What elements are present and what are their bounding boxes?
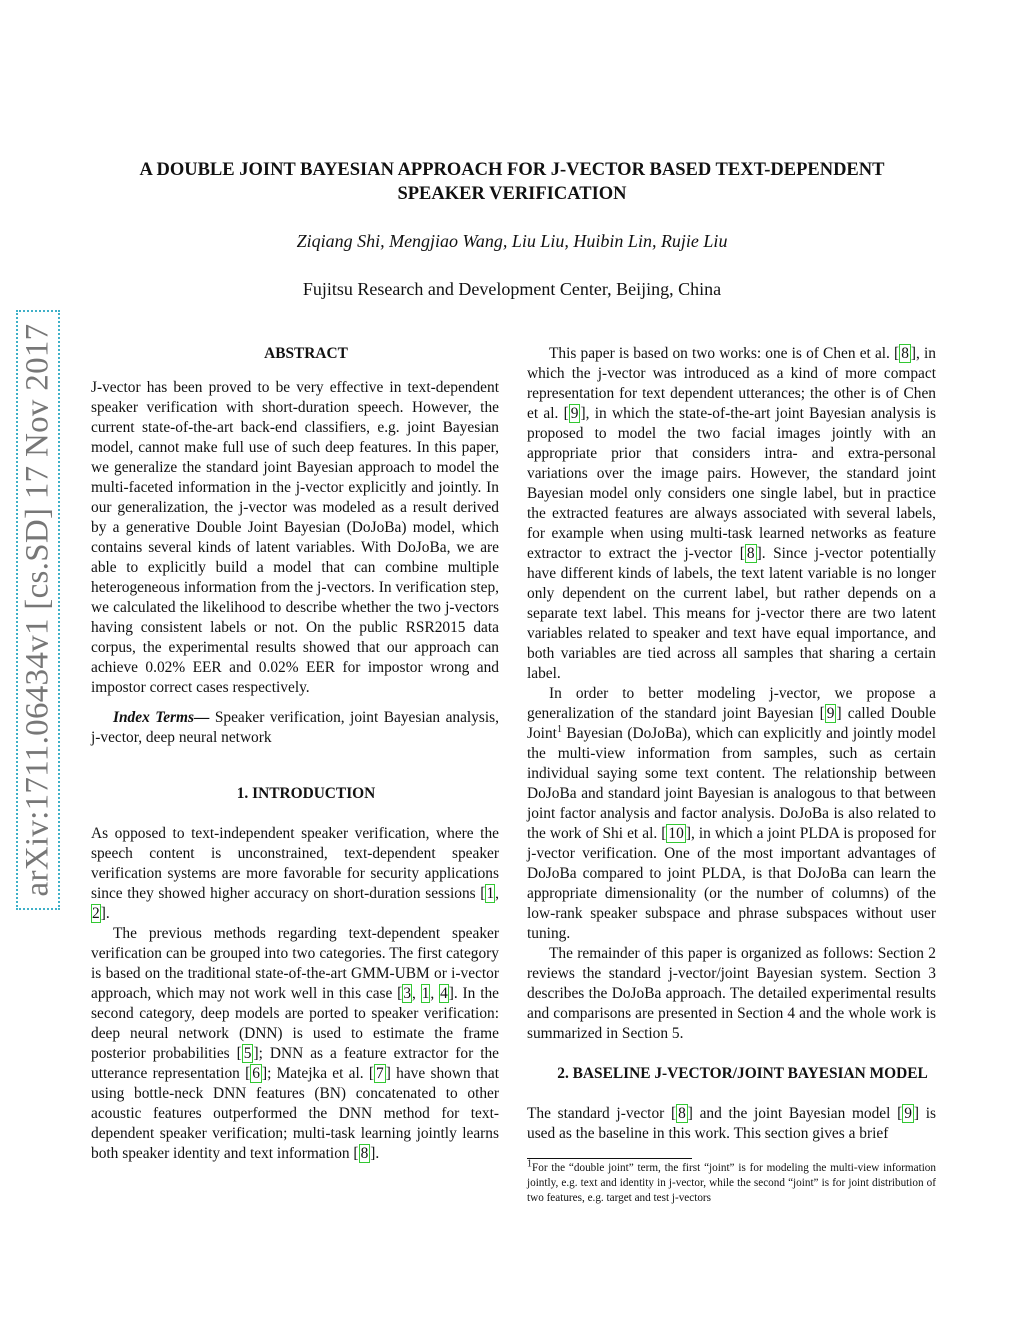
right-p2-text-a: In order to better modeling j-vector, we propose a generalization of the standard joint Bayesian [ — [527, 685, 936, 722]
index-terms — [91, 708, 499, 748]
author-list: Ziqiang Shi, Mengjiao Wang, Liu Liu, Huibin Lin, Rujie Liu — [296, 231, 728, 251]
right-p1-text-a: This paper is based on two works: one is of Chen et al. [ — [549, 345, 900, 362]
intro-paragraph-2 — [91, 924, 499, 1164]
intro-p2-text-c: ]; DNN as a feature extractor for the utterance representation [ — [91, 1045, 500, 1082]
arxiv-stamp-text: arXiv:1711.06434v1 [cs.SD] 17 Nov 2017 — [19, 323, 56, 897]
intro-p2-text-d: ]; Matejka et al. [ — [261, 1065, 375, 1082]
right-p2-text-d: ], in which a joint PLDA is proposed for j-vector verification. One of the most important advantages of DoJoBa compared to joint PLDA, is that DoJoBa can learn the appropriate dimensionality (or the number of columns) of the low-rank speaker subspace and phrase subspaces without user tuning. — [527, 825, 936, 942]
left-column — [91, 344, 499, 1164]
citation-separator: , — [430, 985, 440, 1002]
citation-link[interactable]: 9 — [904, 1105, 912, 1122]
abstract-text: J-vector has been proved to be very effective in text-dependent speaker verification with short-duration speech. However, the current state-of-the-art back-end classifiers, e.g. joint Bayesian model, cannot make full use of such deep features. In this paper, we generalize the standard joint Bayesian approach to model the multi-faceted information in the j-vector explicitly and jointly. In our generalization, the j-vector was modeled as a result derived by a generative Double Joint Bayesian (DoJoBa) model, which contains several kinds of latent variables. With DoJoBa, we are able to explicitly build a model that can combine multiple heterogeneous information from the j-vectors. In verification step, we calculated the likelihood to describe whether the two j-vectors having consistent labels or not. On the public RSR2015 data corpus, the experimental results showed that our approach can achieve 0.02% EER and 0.02% EER for impostor wrong and impostor correct cases respectively. — [91, 379, 499, 696]
affiliation: Fujitsu Research and Development Center, Beijing, China — [302, 279, 722, 299]
right-p1-text-c: ], in which the state-of-the-art joint Bayesian analysis is proposed to model the two facial images jointly with an appropriate prior that considers intra- and extra-personal variations over the image pairs. However, the standard joint Bayesian model only considers one single label, but in practice the extracted features are always associated with several labels, for example when using multi-task learned networks as feature extractor to extract the j-vector [ — [527, 405, 937, 562]
section-2-heading: 2. BASELINE J-VECTOR/JOINT BAYESIAN MODEL — [557, 1065, 928, 1082]
footnote-divider — [527, 1158, 692, 1159]
citation-link[interactable]: 8 — [678, 1105, 686, 1122]
citation-link[interactable]: 8 — [360, 1145, 369, 1162]
citation-link[interactable]: 10 — [668, 825, 684, 842]
citation-link[interactable]: 7 — [376, 1065, 384, 1082]
footnote-text: For the “double joint” term, the first “joint” is for modeling the multi-view information jointly, e.g. text and identity in j-vector, while the second “joint” is for joint distribution of two features, e.g. target and test j-vectors — [527, 1162, 936, 1204]
citation-link[interactable]: 2 — [92, 905, 100, 922]
right-paragraph-1 — [527, 344, 936, 684]
right-p4-text-a: The standard j-vector [ — [527, 1105, 677, 1122]
intro-p2-text-end: ]. — [370, 1145, 380, 1162]
intro-p2-text-a: The previous methods regarding text-dependent speaker verification can be grouped into two categories. The first category is based on the traditional state-of-the-art GMM-UBM or i-vector approach, which may not work well in this case [ — [91, 925, 499, 1002]
citation-link[interactable]: 5 — [243, 1045, 252, 1062]
intro-p2-text-b: ]. In the second category, deep models are ported to speaker verification: deep neural network (DNN) is used to estimate the frame posterior probabilities [ — [91, 985, 499, 1062]
arxiv-stamp — [16, 310, 60, 910]
right-paragraph-3: The remainder of this paper is organized as follows: Section 2 reviews the standard j-vector/joint Bayesian system. Section 3 describes the DoJoBa approach. The detailed experimental results and comparisons are presented in Section 4 and the whole work is summarized in Section 5. — [527, 945, 936, 1042]
citation-link[interactable]: 3 — [403, 985, 412, 1002]
citation-link[interactable]: 4 — [440, 985, 448, 1002]
title-line-2: SPEAKER VERIFICATION — [397, 184, 627, 204]
intro-p1-text-a: As opposed to text-independent speaker verification, where the speech content is unconstrained, text-dependent speaker verification systems are more favorable for security applications since they showed higher accuracy on short-duration sessions [ — [91, 825, 499, 902]
right-p4-text-b: ] and the joint Bayesian model [ — [687, 1105, 903, 1122]
right-p1-text-d: ]. Since j-vector potentially have different kinds of labels, the text latent variable is no longer only dependent on the current label, but rather depends on a separate text label. This means for j-vector there are two latent variables related to speaker and text have equal importance, and both variables are tied across all samples that sharing a certain label. — [527, 545, 937, 682]
right-paragraph-4 — [527, 1104, 936, 1144]
right-p4-text-c: ] is used as the baseline in this work. This section gives a brief — [527, 1105, 936, 1142]
citation-link[interactable]: 6 — [252, 1065, 260, 1082]
footnote-number: 1 — [527, 1158, 532, 1170]
intro-paragraph-1 — [91, 824, 499, 924]
right-p2-text-c: Bayesian (DoJoBa), which can explicitly and jointly model the multi-view information from samples, such as certain individual saying some text content. The relationship between DoJoBa and standard joint Bayesian is analogous to that between joint factor analysis and factor analysis. DoJoBa is also related to the work of Shi et al. [ — [527, 725, 936, 842]
citation-link[interactable]: 8 — [901, 345, 909, 362]
index-terms-label: Index Terms— — [113, 709, 210, 726]
right-paragraph-2 — [527, 684, 936, 944]
right-p1-text-b: ], in which the j-vector was introduced as a kind of more compact representation for text dependent utterances; the other is of Chen et al. [ — [527, 345, 936, 422]
right-column — [527, 344, 936, 1144]
citation-separator: , — [412, 985, 421, 1002]
intro-heading: 1. INTRODUCTION — [236, 785, 376, 802]
intro-p2-text-e: ] have shown that using bottle-neck DNN features (BN) concatenated to other acoustic features outperformed the DNN method for text-dependent speaker verification; multi-task learning jointly learns both speaker identity and text information [ — [91, 1065, 499, 1162]
index-terms-text: Speaker verification, joint Bayesian analysis, j-vector, deep neural network — [91, 709, 499, 746]
citation-link[interactable]: 1 — [486, 885, 495, 902]
citation-separator: , — [495, 885, 499, 902]
citation-link[interactable]: 1 — [421, 985, 430, 1002]
citation-link[interactable]: 9 — [570, 405, 579, 422]
citation-link[interactable]: 8 — [746, 545, 755, 562]
intro-p1-text-end: ]. — [100, 905, 110, 922]
paper-title — [60, 158, 964, 206]
citation-link[interactable]: 9 — [826, 705, 835, 722]
footnote — [527, 1158, 936, 1206]
footnote-mark[interactable]: 1 — [556, 723, 562, 735]
title-line-1: A DOUBLE JOINT BAYESIAN APPROACH FOR J-VECTOR BASED TEXT-DEPENDENT — [139, 160, 885, 180]
abstract-heading: ABSTRACT — [264, 345, 348, 362]
right-p2-text-b: ] called Double Joint — [527, 705, 936, 742]
